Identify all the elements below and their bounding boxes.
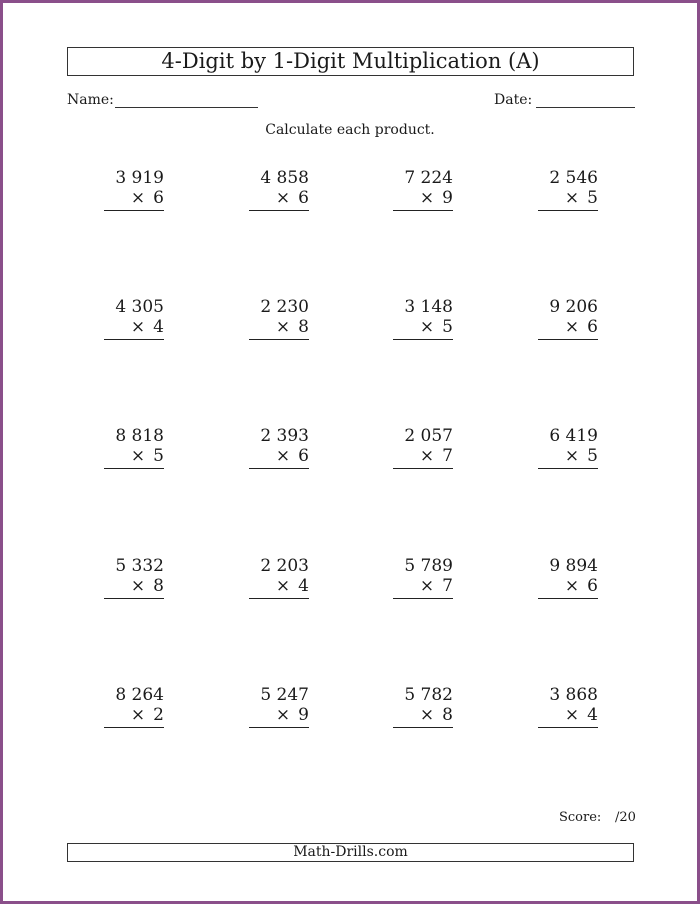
multiplier-row	[565, 446, 598, 466]
problem-12	[538, 426, 598, 472]
multiplicand: 4 858	[260, 168, 309, 188]
multiplier-row	[276, 188, 309, 208]
multiplicand: 9 206	[549, 297, 598, 317]
multiplicand: 3 148	[404, 297, 453, 317]
answer-line	[393, 468, 453, 469]
times-sign: ×	[564, 705, 580, 725]
multiplier: 9	[442, 188, 453, 208]
name-field[interactable]	[115, 107, 258, 108]
times-sign: ×	[564, 446, 580, 466]
answer-line	[393, 598, 453, 599]
multiplicand: 8 818	[115, 426, 164, 446]
answer-line	[393, 339, 453, 340]
times-sign: ×	[275, 705, 291, 725]
multiplier: 5	[442, 317, 453, 337]
multiplier-row	[420, 705, 453, 725]
times-sign: ×	[275, 188, 291, 208]
worksheet-title: 4-Digit by 1-Digit Multiplication (A)	[67, 47, 634, 76]
answer-line	[249, 468, 309, 469]
problem-4	[538, 168, 598, 214]
problem-13	[104, 556, 164, 602]
answer-line	[393, 210, 453, 211]
answer-line	[393, 727, 453, 728]
multiplier: 6	[587, 317, 598, 337]
problem-5	[104, 297, 164, 343]
times-sign: ×	[130, 446, 146, 466]
answer-line	[104, 210, 164, 211]
multiplicand: 5 247	[260, 685, 309, 705]
answer-line	[104, 598, 164, 599]
problem-6	[249, 297, 309, 343]
answer-line	[249, 598, 309, 599]
times-sign: ×	[564, 317, 580, 337]
multiplier-row	[420, 576, 453, 596]
multiplier-row	[565, 576, 598, 596]
problem-15	[393, 556, 453, 602]
times-sign: ×	[130, 188, 146, 208]
times-sign: ×	[275, 576, 291, 596]
multiplier-row	[131, 446, 164, 466]
multiplier: 7	[442, 576, 453, 596]
multiplicand: 5 332	[115, 556, 164, 576]
multiplicand: 3 868	[549, 685, 598, 705]
problem-1	[104, 168, 164, 214]
multiplier: 6	[153, 188, 164, 208]
times-sign: ×	[275, 317, 291, 337]
score-label: Score:	[559, 810, 602, 825]
multiplicand: 5 782	[404, 685, 453, 705]
name-label: Name:	[67, 92, 114, 108]
problem-3	[393, 168, 453, 214]
answer-line	[538, 210, 598, 211]
multiplicand: 3 919	[115, 168, 164, 188]
instruction-text: Calculate each product.	[265, 122, 435, 138]
multiplier-row	[131, 317, 164, 337]
answer-line	[104, 339, 164, 340]
multiplier: 9	[298, 705, 309, 725]
problem-20	[538, 685, 598, 731]
multiplier-row	[131, 188, 164, 208]
multiplier-row	[131, 705, 164, 725]
multiplier: 6	[587, 576, 598, 596]
multiplier: 8	[153, 576, 164, 596]
footer-site-name: Math-Drills.com	[67, 843, 634, 862]
times-sign: ×	[130, 576, 146, 596]
multiplier-row	[565, 317, 598, 337]
date-field[interactable]	[536, 107, 635, 108]
multiplicand: 6 419	[549, 426, 598, 446]
multiplier: 2	[153, 705, 164, 725]
multiplier: 4	[587, 705, 598, 725]
answer-line	[538, 727, 598, 728]
answer-line	[104, 727, 164, 728]
times-sign: ×	[419, 188, 435, 208]
times-sign: ×	[419, 446, 435, 466]
multiplier-row	[565, 705, 598, 725]
times-sign: ×	[564, 188, 580, 208]
multiplier: 5	[587, 188, 598, 208]
times-sign: ×	[419, 576, 435, 596]
answer-line	[538, 598, 598, 599]
answer-line	[104, 468, 164, 469]
multiplicand: 5 789	[404, 556, 453, 576]
multiplier-row	[276, 705, 309, 725]
problem-17	[104, 685, 164, 731]
score-total: /20	[615, 810, 636, 825]
answer-line	[538, 468, 598, 469]
problem-14	[249, 556, 309, 602]
problem-19	[393, 685, 453, 731]
multiplier: 5	[587, 446, 598, 466]
times-sign: ×	[275, 446, 291, 466]
times-sign: ×	[419, 705, 435, 725]
problem-16	[538, 556, 598, 602]
multiplier-row	[276, 446, 309, 466]
multiplicand: 4 305	[115, 297, 164, 317]
multiplicand: 2 393	[260, 426, 309, 446]
times-sign: ×	[564, 576, 580, 596]
multiplicand: 8 264	[115, 685, 164, 705]
answer-line	[538, 339, 598, 340]
date-label: Date:	[494, 92, 533, 108]
problem-7	[393, 297, 453, 343]
answer-line	[249, 727, 309, 728]
multiplicand: 2 057	[404, 426, 453, 446]
problem-2	[249, 168, 309, 214]
problem-8	[538, 297, 598, 343]
multiplicand: 9 894	[549, 556, 598, 576]
multiplier: 6	[298, 188, 309, 208]
problem-9	[104, 426, 164, 472]
problem-11	[393, 426, 453, 472]
multiplier: 6	[298, 446, 309, 466]
multiplier-row	[420, 446, 453, 466]
multiplier: 5	[153, 446, 164, 466]
multiplier: 8	[442, 705, 453, 725]
multiplier-row	[276, 317, 309, 337]
multiplier: 8	[298, 317, 309, 337]
multiplier-row	[420, 188, 453, 208]
multiplier: 4	[298, 576, 309, 596]
answer-line	[249, 339, 309, 340]
multiplicand: 7 224	[404, 168, 453, 188]
multiplier: 4	[153, 317, 164, 337]
answer-line	[249, 210, 309, 211]
multiplier-row	[276, 576, 309, 596]
problem-18	[249, 685, 309, 731]
times-sign: ×	[130, 705, 146, 725]
multiplier-row	[565, 188, 598, 208]
multiplicand: 2 230	[260, 297, 309, 317]
problem-10	[249, 426, 309, 472]
multiplier: 7	[442, 446, 453, 466]
multiplier-row	[131, 576, 164, 596]
multiplier-row	[420, 317, 453, 337]
multiplicand: 2 203	[260, 556, 309, 576]
multiplicand: 2 546	[549, 168, 598, 188]
times-sign: ×	[419, 317, 435, 337]
times-sign: ×	[130, 317, 146, 337]
